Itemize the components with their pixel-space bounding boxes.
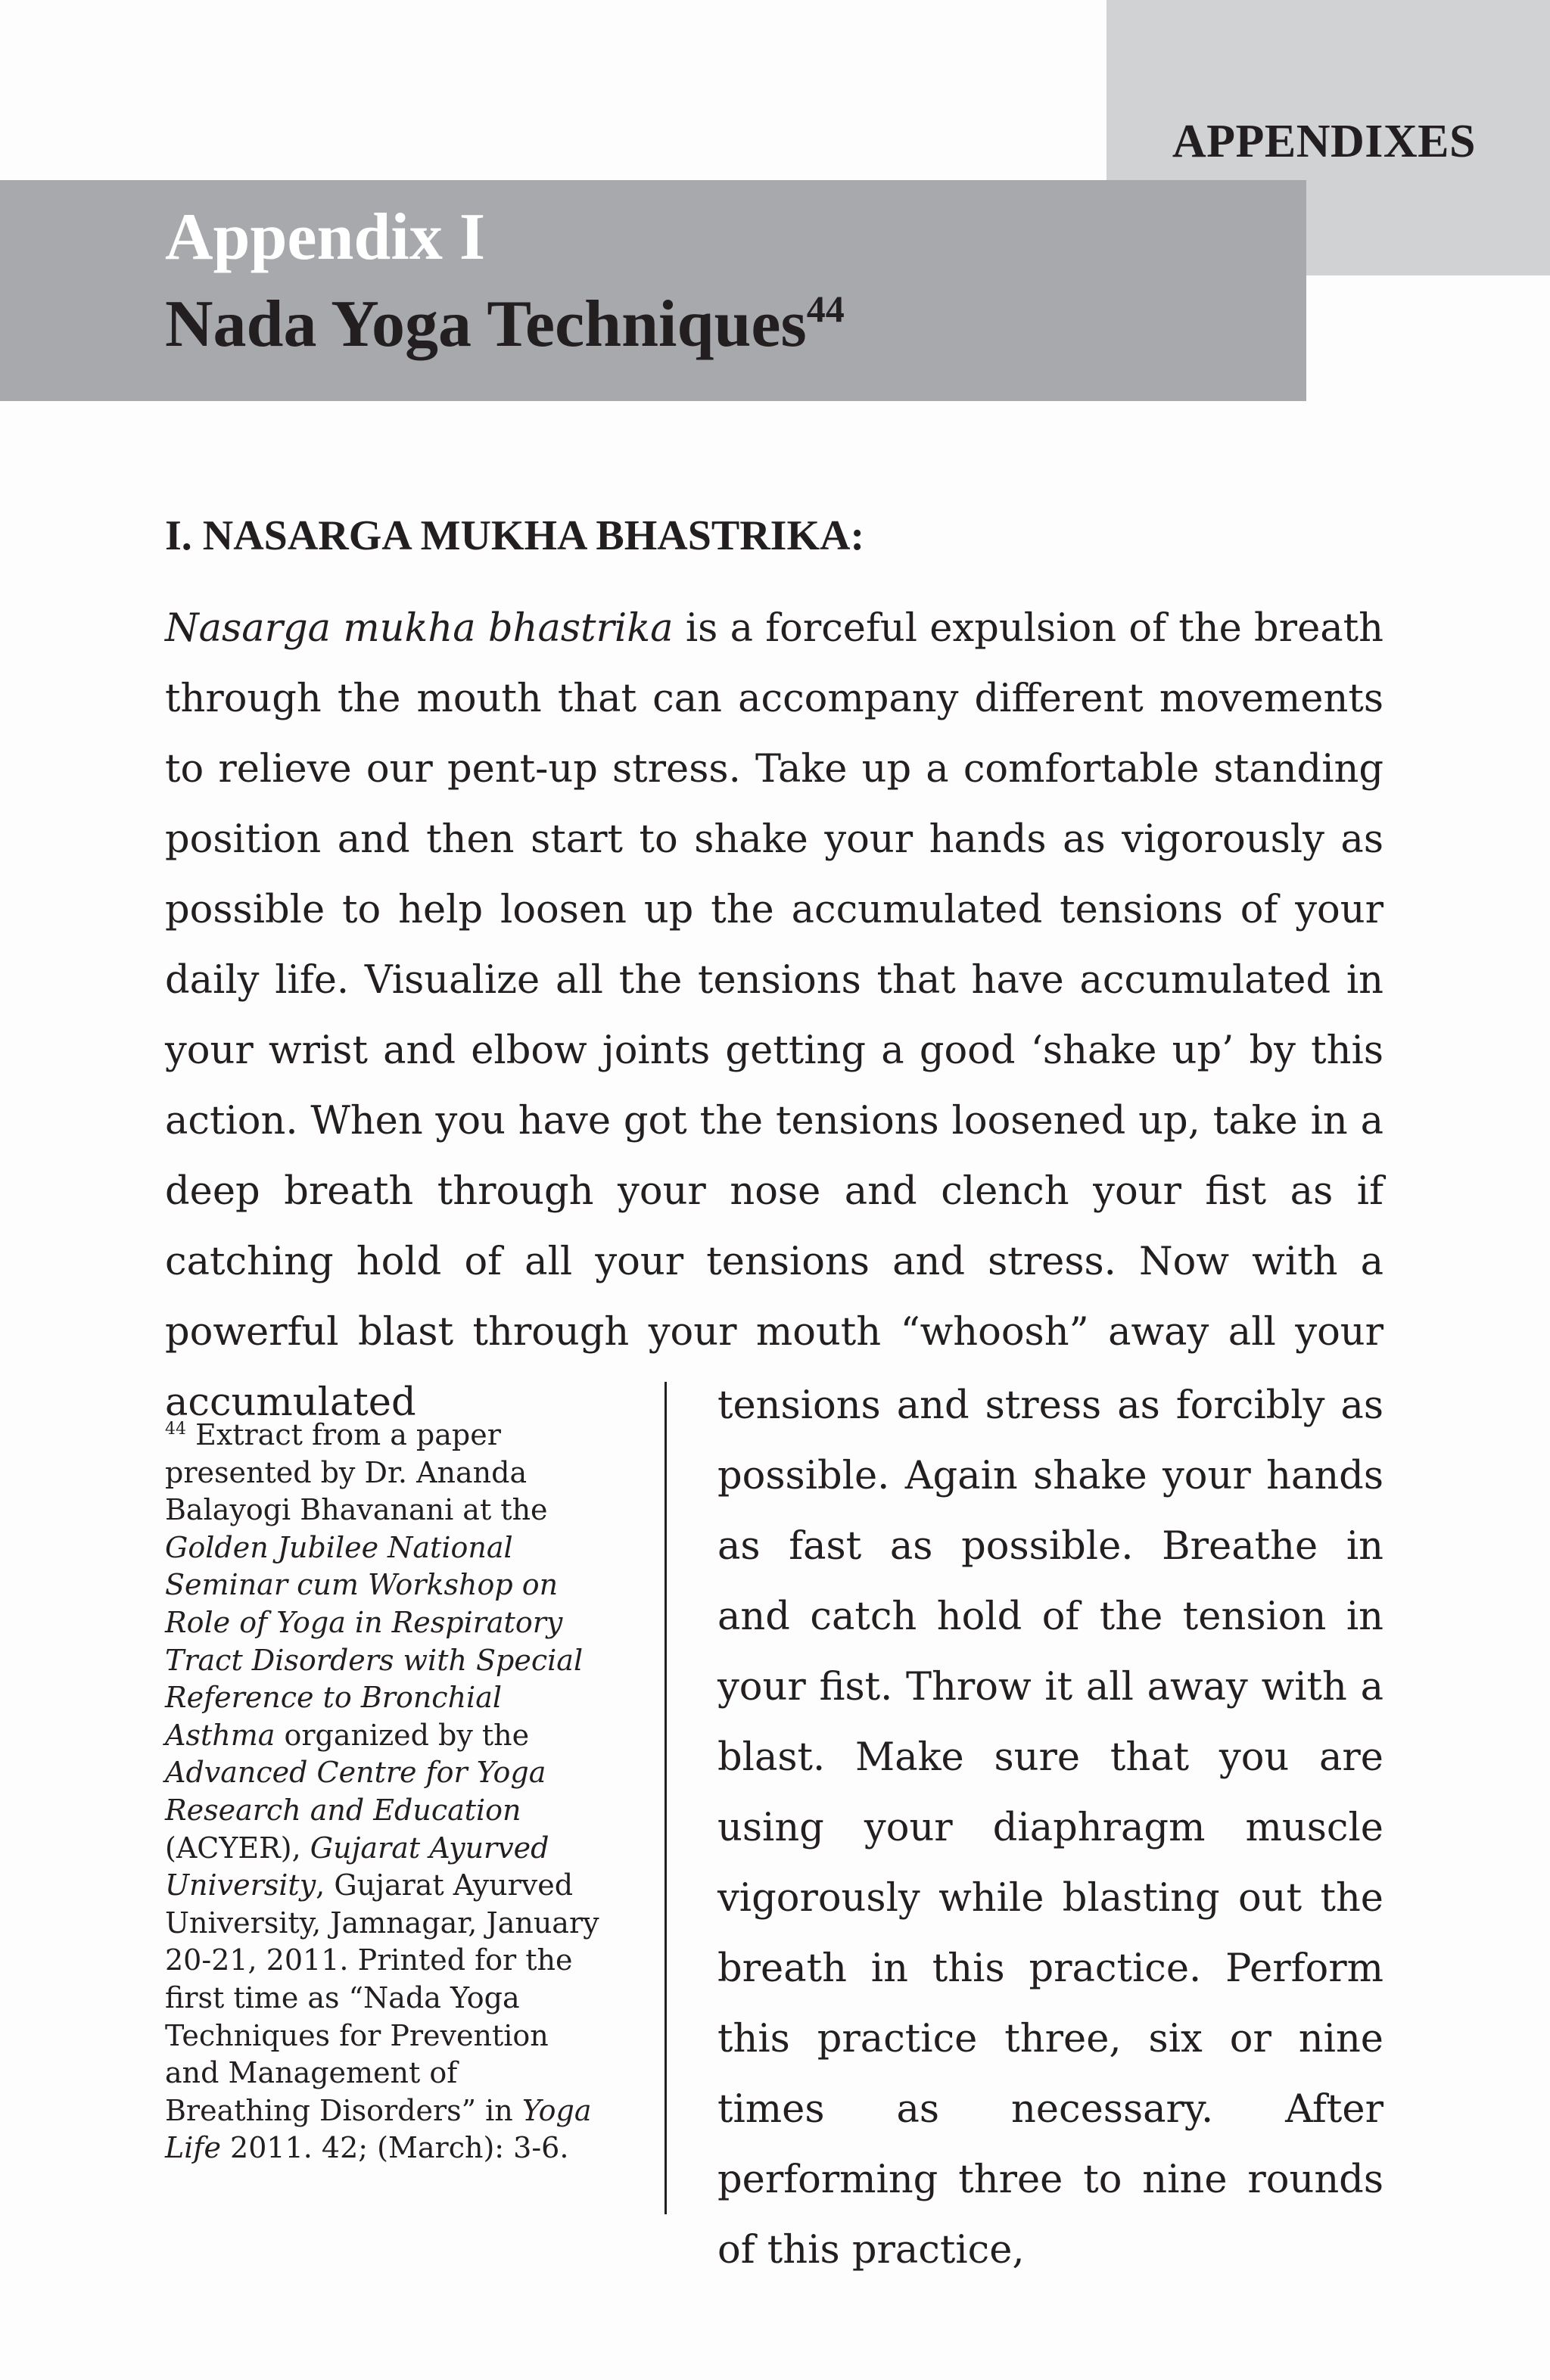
footnote-italic: Golden Jubilee National Seminar cum Workshop on Role of Yoga in Respiratory Tract Disorders with Special Reference to Bronchial Asthma	[165, 1530, 584, 1752]
footnote-marker: 44	[165, 1420, 186, 1439]
footnote-italic: Advanced Centre for Yoga Research and Education	[165, 1756, 546, 1827]
title-footnote-marker: 44	[806, 288, 845, 330]
footnote-text: (ACYER),	[165, 1831, 310, 1865]
footnote-text: , Gujarat Ayurved University, Jamnagar, January 20-21, 2011. Printed for the first time as “Nada Yoga Techniques for Prevention and Management of Breathing Disorders” in	[165, 1868, 599, 2127]
term-italic: Nasarga mukha bhastrika	[165, 606, 674, 651]
appendix-title	[165, 288, 845, 361]
body-paragraph	[165, 593, 1383, 1438]
body-paragraph-column	[717, 1370, 1383, 2285]
footnote-text: 2011. 42; (March): 3-6.	[220, 2131, 569, 2165]
paragraph-full-text: is a forceful expulsion of the breath through the mouth that can accompany different movements to relieve our pent-up stress. Take up a comfortable standing position and then start to shake your hands as vigorously as possible to help loosen up the accumulated tensions of your daily life. Visualize all the tensions that have accumulated in your wrist and elbow joints getting a good ‘shake up’ by this action. When you have got the tensions loosened up, take in a deep breath through your nose and clench your fist as if catching hold of all your tensions and stress. Now with a powerful blast through your mouth “whoosh” away all your accumulated	[165, 606, 1383, 1425]
footnote-text: organized by the	[275, 1718, 530, 1752]
footnote-italic: Gujarat Ayurved University	[165, 1831, 549, 1902]
paragraph-column-text: tensions and stress as forcibly as possible. Again shake your hands as fast as possible. Breathe in and catch hold of the tension in your fist. Throw it all away with a blast. Make sure that you are using your diaphragm muscle vigorously while blasting out the breath in this practice. Perform this practice three, six or nine times as necessary. After performing three to nine rounds of this practice,	[717, 1383, 1383, 2273]
section-tab-label: APPENDIXES	[1172, 116, 1476, 167]
footnote	[165, 1417, 612, 2167]
section-heading: I. NASARGA MUKHA BHASTRIKA:	[165, 512, 865, 559]
footnote-italic: Yoga Life	[165, 2093, 592, 2165]
column-divider	[665, 1382, 667, 2214]
footnote-text: Extract from a paper presented by Dr. Ananda Balayogi Bhavanani at the	[165, 1418, 548, 1527]
appendix-title-text: Nada Yoga Techniques	[165, 288, 807, 361]
appendix-label: Appendix I	[165, 201, 486, 274]
